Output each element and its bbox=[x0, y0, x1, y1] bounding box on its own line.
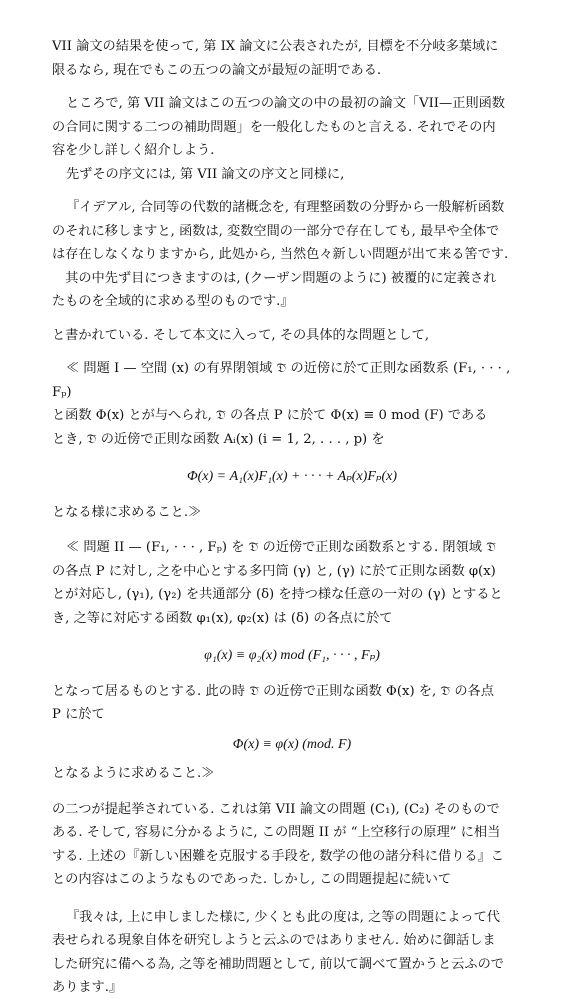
intro-paragraph: VII 論文の結果を使って, 第 IX 論文に公表されたが, 目標を不分岐多葉域に 限るなら, 現在でもこの五つの論文が最短の証明である. bbox=[52, 39, 499, 78]
equation-3: Φ(x) ≡ φ(x) (mod. F) bbox=[232, 736, 352, 752]
document-page bbox=[52, 35, 532, 1000]
problem-2-continuation: となって居るものとする. 此の時 𝔇̄ の近傍で正則な函数 Φ(x) を, 𝔇̄ の各点 P に於て bbox=[52, 683, 494, 722]
problem-1-statement: ≪ 問題 I — 空間 (x) の有界閉領域 𝔇̄ の近傍に於て正則な函数系 (F₁, · · · , Fₚ) と函数 Φ(x) とが与へられ, 𝔇̄ の各点 P に於て Φ(x) ≡ 0 mod (F) である とき, 𝔇̄ の近傍で正則な函数 Aᵢ(x) (i = 1, 2, . . . , p) を bbox=[52, 361, 511, 447]
equation-1: Φ(x) = A₁(x)F₁(x) + · · · + Aₚ(x)Fₚ(x) bbox=[186, 469, 398, 484]
quote-preface: 『イデアル, 合同等の代数的諸概念を, 有理整函数の分野から一般解析函数 のそれに移しますと, 函数は, 変数空間の一部分で存在しても, 最早や全体で は存在しなくなりますから, 此処から, 当然色々新しい問題が出て来る筈です. 其の中先ず目につきますのは, (クーザン問題のように) 被覆的に定義され たものを全域的に求める型のものです.』 bbox=[52, 200, 509, 309]
mazu-paragraph: 先ずその序文には, 第 VII 論文の序文と同様に, bbox=[66, 166, 345, 182]
quote-auxiliary: 『我々は, 上に申しました様に, 少くとも此の度は, 之等の問題によって代 表せられる現象自体を研究しようと云ふのではありません. 始めに御話しま した研究に備へる為, 之等を補助問題として, 前以て調べて置かうと云ふので あります.』 bbox=[52, 909, 504, 995]
tokoro-paragraph: ところで, 第 VII 論文はこの五つの論文の中の最初の論文「VII—正則函数 の合同に関する二つの補助問題」を一般化したものと言える. それでその内 容を少し詳しく紹介しよう. bbox=[52, 96, 505, 158]
problem-2-conclusion: となるように求めること.≫ bbox=[52, 766, 215, 781]
transition-paragraph: と書かれている. そして本文に入って, その具体的な問題として, bbox=[52, 327, 430, 343]
problem-2-statement: ≪ 問題 II — (F₁, · · · , Fₚ) を 𝔇̄ の近傍で正則な函数系とする. 閉領域 𝔇̄ の各点 P に対し, 之を中心とする多円筒 (γ) と, (γ) に於て正則な函数 φ(x) とが対応し, (γ₁), (γ₂) を共通部分 (δ) を持つ様な任意の一対の (γ) とすると き, 之等に対応する函数 φ₁(x), φ₂(x) は (δ) の各点に於て bbox=[52, 540, 503, 626]
problem-1-conclusion: となる様に求めること.≫ bbox=[52, 504, 202, 520]
summary-paragraph: の二つが提起挙されている. これは第 VII 論文の問題 (C₁), (C₂) そのもので ある. そして, 容易に分かるように, この問題 II が “上空移行の原理” に相当 する. 上述の『新しい困難を克服する手段を, 数学の他の諸分科に借りる』こ との内容はこのようなものであった. しかし, この問題提起に続いて bbox=[52, 801, 504, 887]
equation-2: φ₁(x) ≡ φ₂(x) mod (F₁, · · · , Fₚ) bbox=[204, 648, 380, 663]
